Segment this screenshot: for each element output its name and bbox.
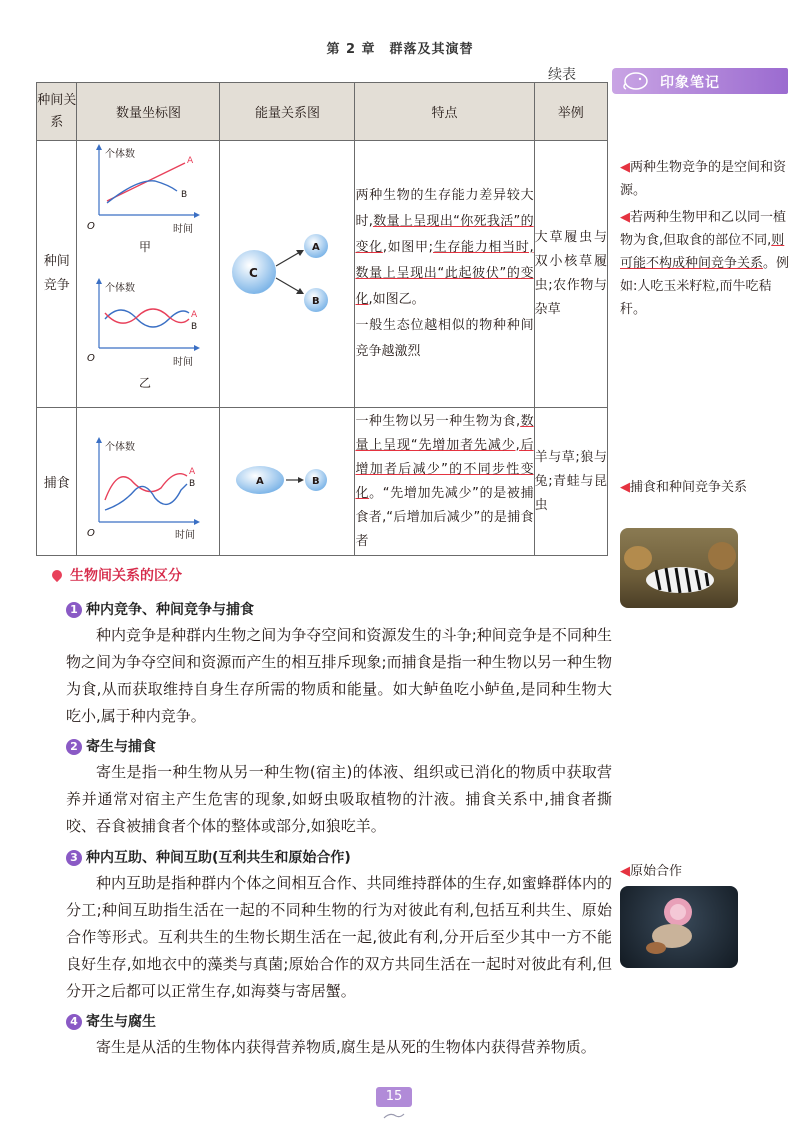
side-note-1: ◀两种生物竞争的是空间和资源。 [620,160,787,198]
node-c-label: C [249,266,259,280]
zebra-lion-image [620,528,738,608]
chapter-header: 第 2 章 群落及其演替 [326,42,474,57]
predation-graph-svg [77,418,219,542]
predation-graph [77,408,220,556]
node-b-label: B [312,296,321,307]
predation-energy [220,408,355,556]
side-note-2: ◀若两种生物甲和乙以同一植物为食,但取食的部位不同,则可能不构成种间竞争关系。例如:人吃玉米籽粒,而牛吃秸秆。 [620,210,790,317]
anemone-crab-image [620,886,738,968]
origin-label: O [87,527,96,539]
axis-x-label: 时间 [173,357,194,368]
competition-graphs-svg [77,141,219,403]
subsection-title-4: 4 寄生与腐生 [66,1011,156,1031]
subsection-title-1: 1 种内竞争、种间竞争与捕食 [66,599,254,619]
note-header [612,68,788,94]
subsection-text-3: 种内互助是指种群内个体之间相互合作、共同维持群体的生存,如蜜蜂群体内的分工;种间互助指生活在一起的不同种生物的行为对彼此有利,包括互利共生、原始合作等形式。互利共生的生物长期生活在一起,彼此有利,分开后至少其中一方不能良好生存,如地衣中的藻类与真菌;原始合作的双方共同生活在一起时对彼此有利,但分开之后都可以正常生存,如海葵与寄居蟹。 [66,874,612,1000]
series-a-label: A [191,310,198,320]
origin-label: O [87,353,96,364]
header-relation: 种间关系 [37,83,77,141]
predation-energy-svg [220,450,354,510]
series-b-line [105,310,189,327]
axis-x-label: 时间 [173,224,194,235]
series-b-label: B [191,322,198,332]
bullet-icon [50,568,64,582]
competition-feature: 两种生物的生存能力差异较大时,数量上呈现出“你死我活”的变化,如图甲;生存能力相当时,数量上呈现出“此起彼伏”的变化,如图乙。 一般生态位越相似的物种种间竞争越激烈 [355,141,534,408]
side-note-3: ◀捕食和种间竞争关系 [620,480,748,495]
node-b-label: B [312,475,321,487]
triangle-icon: ◀ [620,210,630,225]
axis-x-label: 时间 [175,529,196,541]
table-row [37,141,608,408]
origin-label: O [87,221,96,232]
axis-y-label: 个体数 [105,441,136,453]
predation-feature: 一种生物以另一种生物为食,数量上呈现“先增加者先减少,后增加者后减少”的不同步性变化。“先增加先减少”的是被捕食者,“后增加后减少”的是捕食者 [355,408,534,556]
page-number: 15 [376,1087,412,1107]
graph-yi [87,278,200,390]
series-a-label: A [189,466,196,477]
subsection-text-1: 种内竞争是种群内生物之间为争夺空间和资源发生的斗争;种间竞争是不同种生物之间为争夺空间和资源而产生的相互排斥现象;而捕食是指一种生物以另一种生物为食,从而获取维持自身生存所需的物质和能量。如大鲈鱼吃小鲈鱼,是同种生物大吃小,属于种内竞争。 [66,626,612,725]
side-note-4: ◀原始合作 [620,864,683,879]
competition-energy [220,141,355,408]
competition-energy-svg [220,212,354,332]
relation-competition: 种间竞争 [37,141,77,408]
triangle-icon: ◀ [620,160,630,175]
continued-label: 续表 [548,67,576,83]
series-a-label: A [187,156,194,166]
relation-predation: 捕食 [37,408,77,556]
subsection-title-2: 2 寄生与捕食 [66,736,156,756]
header-feature: 特点 [355,83,534,141]
graph-yi-label: 乙 [139,376,152,390]
header-graph: 数量坐标图 [77,83,220,141]
relation-table [36,82,608,556]
series-b-label: B [189,478,196,489]
competition-graphs [77,141,220,408]
node-a-label: A [312,242,321,253]
subsection-text-2: 寄生是指一种生物从另一种生物(宿主)的体液、组织或已消化的物质中获取营养并通常对宿主产生危害的现象,如蚜虫吸取植物的汁液。捕食关系中,捕食者撕咬、吞食被捕食者个体的整体或部分,如狼吃羊。 [66,763,612,835]
graph-jia-label: 甲 [139,240,152,254]
competition-example: 大草履虫与双小核草履虫;农作物与杂草 [534,141,607,408]
table-row [37,408,608,556]
triangle-icon: ◀ [620,480,630,495]
table-header-row [37,83,608,141]
header-example: 举例 [534,83,607,141]
axis-y-label: 个体数 [105,283,136,294]
subsection-title-3: 3 种内互助、种间互助(互利共生和原始合作) [66,847,351,867]
header-energy: 能量关系图 [220,83,355,141]
series-b-line [105,484,187,510]
bird-ornament-icon [382,1110,406,1122]
note-header-title: 印象笔记 [660,75,720,91]
node-a-label: A [256,475,265,487]
triangle-icon: ◀ [620,864,630,879]
axis-y-label: 个体数 [105,149,136,160]
series-b-label: B [181,190,188,200]
subsection-text-4: 寄生是从活的生物体内获得营养物质,腐生是从死的生物体内获得营养物质。 [96,1038,596,1056]
cooperation-photo [620,886,738,968]
elephant-logo-icon [620,71,652,91]
predation-photo [620,528,738,608]
section-title: 生物间关系的区分 [52,565,182,585]
graph-jia [87,144,200,254]
predation-example: 羊与草;狼与兔;青蛙与昆虫 [534,408,607,556]
